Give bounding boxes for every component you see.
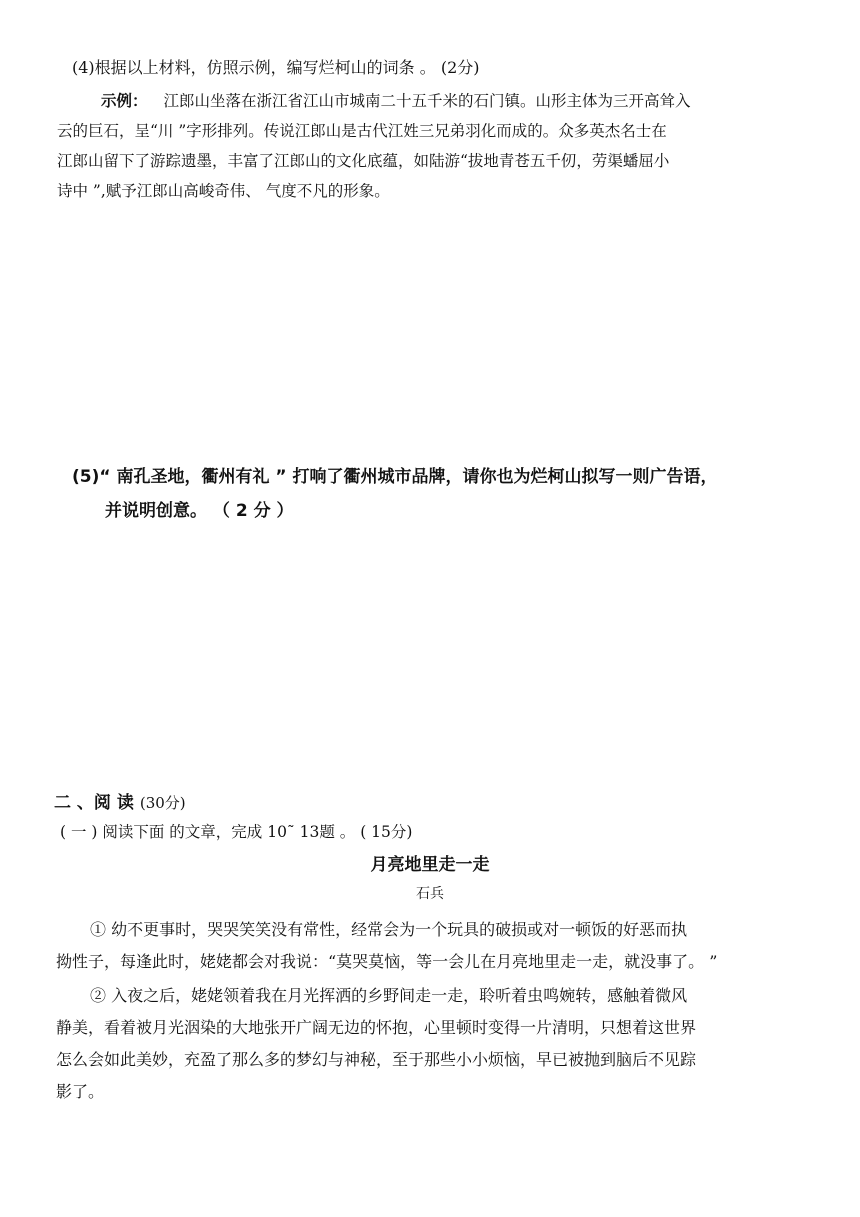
paragraph-2-line-3: 怎么会如此美妙，充盈了那么多的梦幻与神秘，至于那些小小烦恼，早已被抛到脑后不见踪 bbox=[56, 1050, 697, 1069]
article-title: 月亮地里走一走 bbox=[370, 855, 490, 875]
example-line-4: 诗中 ”,赋予江郎山高峻奇伟、 气度不凡的形象。 bbox=[57, 182, 390, 200]
example-label: 示例： bbox=[101, 92, 148, 110]
paragraph-1-line-1: ① 幼不更事时，哭哭笑笑没有常性，经常会为一个玩具的破损或对一顿饭的好恶而执 bbox=[90, 920, 688, 939]
example-line-1: 示例： 江郎山坐落在浙江省江山市城南二十五千米的石门镇。山形主体为三开高耸入 bbox=[101, 92, 691, 110]
paragraph-2-line-2: 静美，看着被月光洇染的大地张开广阔无边的怀抱，心里顿时变得一片清明，只想着这世界 bbox=[56, 1018, 697, 1037]
section-points: (30分) bbox=[139, 794, 186, 812]
question-5-line-1: (5)“ 南孔圣地，衢州有礼 ” 打响了衢州城市品牌，请你也为烂柯山拟写一则广告语， bbox=[72, 467, 718, 487]
question-5-line-2: 并说明创意。 （ 2 分 ） bbox=[105, 501, 294, 521]
example-line-3: 江郎山留下了游踪遗墨，丰富了江郎山的文化底蕴，如陆游“拔地青苍五千仞，劳渠蟠屈小 bbox=[57, 152, 670, 170]
question-4: (4)根据以上材料，仿照示例，编写烂柯山的词条 。 (2分) bbox=[72, 58, 480, 77]
paragraph-2-line-4: 影了。 bbox=[56, 1082, 105, 1101]
paragraph-1-line-2: 拗性子，每逢此时，姥姥都会对我说：“莫哭莫恼，等一会儿在月亮地里走一走，就没事了。 ” bbox=[56, 952, 718, 971]
section-title: 二 、阅 读 bbox=[54, 793, 134, 813]
article-author: 石兵 bbox=[416, 886, 444, 902]
paragraph-1 bbox=[56, 914, 801, 978]
section-heading bbox=[54, 788, 186, 813]
question-5 bbox=[72, 460, 717, 528]
part-instruction: ( 一 ) 阅读下面 的文章，完成 10˜ 13题 。 ( 15分) bbox=[60, 823, 413, 841]
example-block bbox=[57, 86, 787, 206]
example-line-2: 云的巨石，呈“川 ”字形排列。传说江郎山是古代江姓三兄弟羽化而成的。众多英杰名士在 bbox=[57, 122, 667, 140]
paragraph-2-line-1: ② 入夜之后，姥姥领着我在月光挥洒的乡野间走一走，聆听着虫鸣婉转，感触着微风 bbox=[90, 986, 688, 1005]
paragraph-2 bbox=[56, 980, 801, 1108]
